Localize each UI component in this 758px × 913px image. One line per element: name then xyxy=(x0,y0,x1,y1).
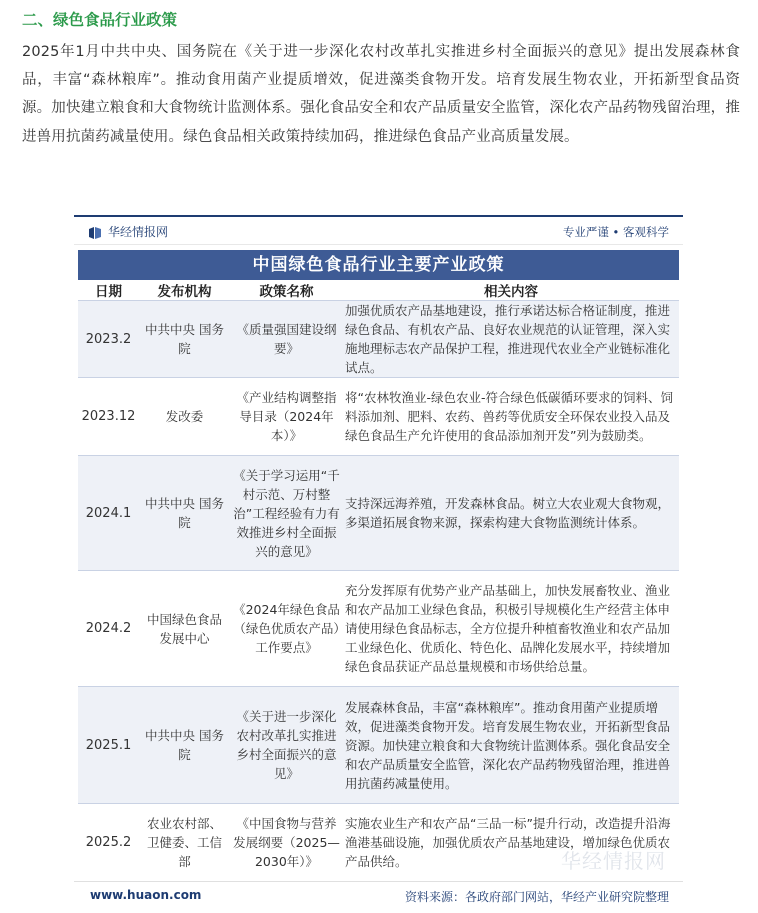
row-policy: 《关于进一步深化农村改革扎实推进乡村全面振兴的意见》 xyxy=(230,687,343,804)
section-heading: 二、绿色食品行业政策 xyxy=(22,11,178,29)
row-content: 发展森林食品，丰富“森林粮库”。推动食用菌产业提质增效，促进藻类食物开发。培育发展生物农业，开拓新型食品资源。加快建立粮食和大食物统计监测体系。强化食品安全和农产品质量安全监管，深化农产品药物残留治理，推进兽用抗菌药减量使用。 xyxy=(343,687,679,804)
col-header-policy: 政策名称 xyxy=(230,280,343,301)
row-date: 2023.2 xyxy=(78,301,139,378)
row-org: 中共中央 国务院 xyxy=(139,687,230,804)
table-title: 中国绿色食品行业主要产业政策 xyxy=(78,250,679,280)
col-header-content: 相关内容 xyxy=(343,280,679,301)
row-content: 将“农林牧渔业-绿色农业-符合绿色低碳循环要求的饲料、饲料添加剂、肥料、农药、兽药等优质安全环保农业投入品及绿色食品生产允许使用的食品添加剂开发”列为鼓励类。 xyxy=(343,378,679,456)
table-row xyxy=(78,378,679,456)
row-content: 实施农业生产和农产品“三品一标”提升行动，改造提升沿海渔港基础设施，加强优质农产品基地建设，增加绿色优质农产品供给。 xyxy=(343,804,679,882)
brand-name: 华经情报网 xyxy=(108,225,169,239)
row-policy: 《关于学习运用“千村示范、万村整治”工程经验有力有效推进乡村全面振兴的意见》 xyxy=(230,456,343,571)
row-policy: 《2024年绿色食品（绿色优质农产品）工作要点》 xyxy=(230,571,343,687)
row-policy: 《产业结构调整指导目录（2024年本）》 xyxy=(230,378,343,456)
infographic-header xyxy=(74,217,683,245)
row-content: 支持深远海养殖，开发森林食品。树立大农业观大食物观，多渠道拓展食物来源，探索构建大食物监测统计体系。 xyxy=(343,456,679,571)
row-org: 中国绿色食品发展中心 xyxy=(139,571,230,687)
table-row xyxy=(78,456,679,571)
table-row xyxy=(78,301,679,378)
table-row xyxy=(78,571,679,687)
table-row xyxy=(78,687,679,804)
policy-table xyxy=(78,280,679,882)
col-header-org: 发布机构 xyxy=(139,280,230,301)
intro-paragraph: 2025年1月中共中央、国务院在《关于进一步深化农村改革扎实推进乡村全面振兴的意见》提出发展森林食品，丰富“森林粮库”。推动食用菌产业提质增效，促进藻类食物开发。培育发展生物农业，开拓新型食品资源。加快建立粮食和大食物统计监测体系。强化食品安全和农产品质量安全监管，深化农产品药物残留治理，推进兽用抗菌药减量使用。绿色食品相关政策持续加码，推进绿色食品产业高质量发展。 xyxy=(22,44,740,145)
footer-source: 资料来源：各政府部门网站，华经产业研究院整理 xyxy=(404,890,669,904)
row-policy: 《质量强国建设纲要》 xyxy=(230,301,343,378)
row-date: 2024.1 xyxy=(78,456,139,571)
infographic-footer xyxy=(74,881,683,909)
table-header-row xyxy=(78,280,679,301)
row-date: 2024.2 xyxy=(78,571,139,687)
row-date: 2025.1 xyxy=(78,687,139,804)
row-date: 2025.2 xyxy=(78,804,139,882)
row-org: 中共中央 国务院 xyxy=(139,456,230,571)
row-content: 充分发挥原有优势产业产品基础上，加快发展畜牧业、渔业和农产品加工业绿色食品，积极引导规模化生产经营主体申请使用绿色食品标志，全方位提升种植畜牧渔业和农产品加工业绿色化、优质化、特色化、品牌化发展水平，持续增加绿色食品获证产品总量规模和市场供给总量。 xyxy=(343,571,679,687)
row-org: 发改委 xyxy=(139,378,230,456)
policy-infographic xyxy=(74,215,683,907)
col-header-date: 日期 xyxy=(78,280,139,301)
footer-url: www.huaon.com xyxy=(90,888,202,902)
row-policy: 《中国食物与营养发展纲要（2025—2030年）》 xyxy=(230,804,343,882)
huajing-logo-icon xyxy=(88,225,102,239)
brand xyxy=(88,223,168,240)
row-org: 中共中央 国务院 xyxy=(139,301,230,378)
row-org: 农业农村部、卫健委、工信部 xyxy=(139,804,230,882)
row-date: 2023.12 xyxy=(78,378,139,456)
watermark: 华经情报网 xyxy=(561,849,666,873)
brand-slogan: 专业严谨 • 客观科学 xyxy=(562,225,669,239)
row-content: 加强优质农产品基地建设，推行承诺达标合格证制度，推进绿色食品、有机农产品、良好农业规范的认证管理，深入实施地理标志农产品保护工程，推进现代农业全产业链标准化试点。 xyxy=(343,301,679,378)
